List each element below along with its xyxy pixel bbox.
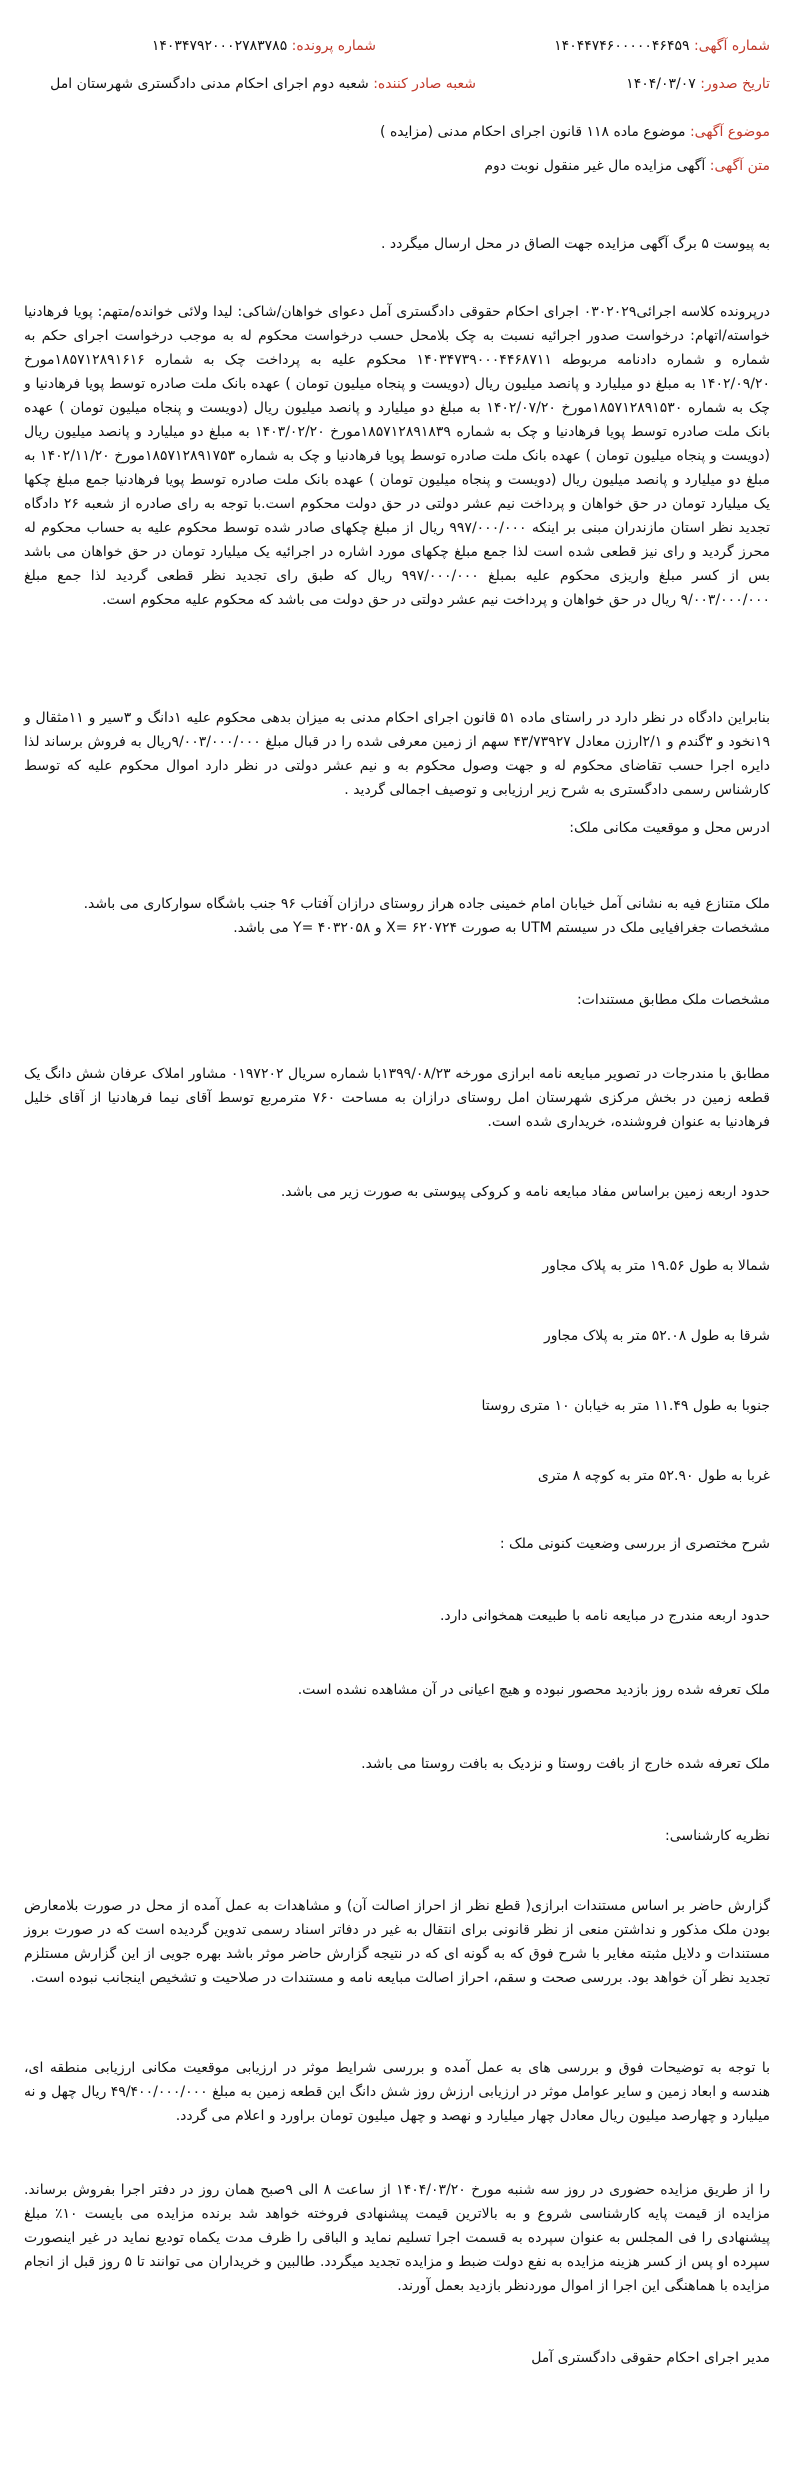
subject-row	[380, 124, 770, 140]
address-line-2: مشخصات جغرافیایی ملک در سیستم UTM به صورت ۶۲۰۷۲۴ =X و ۴۰۳۲۰۵۸ =Y می باشد.	[233, 920, 770, 936]
boundary-east: شرقا به طول ۵۲.۰۸ متر به پلاک مجاور	[543, 1328, 770, 1344]
sale-paragraph: بنابراین دادگاه در نظر دارد در راستای ماده ۵۱ قانون اجرای احکام مدنی به میزان بدهی محکوم علیه ۱دانگ و ۳سیر و ۱۱مثقال و ۱۹نخود و ۳گندم و ۲/۱ارزن معادل ۴۳/۷۳۹۲۷ سهم از زمین معرفی شده را در قبال مبلغ ۹/۰۰۳/۰۰۰/۰۰۰ریال به فروش برساند لذا دایره اجرا حسب تقاضای محکوم له و جهت وصول محکوم به و نیم عشر دولتی در نظر دارد اموال محکوم علیه که توسط کارشناس رسمی دادگستری به شرح زیر ارزیابی و توصیف اجمالی گردید .	[24, 710, 770, 798]
subject-value: موضوع ماده ۱۱۸ قانون اجرای احکام مدنی (مزایده )	[380, 124, 686, 140]
ad-text-row	[484, 158, 770, 174]
ad-number: ۱۴۰۴۴۷۴۶۰۰۰۰۰۴۶۴۵۹	[554, 38, 690, 54]
expert-heading: نظریه کارشناسی:	[665, 1828, 770, 1844]
subject-label: موضوع آگهی:	[689, 124, 770, 140]
status-boundaries: حدود اربعه مندرج در مبایعه نامه با طبیعت همخوانی دارد.	[439, 1608, 770, 1624]
case-paragraph: درپرونده کلاسه اجرائی۰۳۰۲۰۲۹ اجرای احکام حقوقی دادگستری آمل دعوای خواهان/شاکی: لیدا ولائی خوانده/متهم: پویا فرهادنیا خواسته/اتهام: درخواست صدور اجرائیه نسبت به چک بلامحل حسب درخواست محکوم له به موجب درخواست اجرای حکم به شماره و شماره دادنامه مربوطه ۱۴۰۳۴۷۳۹۰۰۰۴۴۶۸۷۱۱ محکوم علیه به پرداخت چک به شماره ۱۸۵۷۱۲۸۹۱۶۱۶مورخ ۱۴۰۲/۰۹/۲۰ به مبلغ دو میلیارد و پانصد میلیون ریال (دویست و پنجاه میلیون تومان ) عهده بانک ملت صادره توسط پویا فرهادنیا و چک به شماره ۱۸۵۷۱۲۸۹۱۵۳۰مورخ ۱۴۰۲/۰۷/۲۰ به مبلغ دو میلیارد و پانصد میلیون ریال (دویست و پنجاه میلیون تومان ) عهده بانک ملت صادره توسط پویا فرهادنیا و چک به شماره ۱۸۵۷۱۲۸۹۱۸۳۹مورخ ۱۴۰۳/۰۲/۲۰ به مبلغ دو میلیارد و پانصد میلیون ریال (دویست و پنجاه میلیون تومان ) عهده بانک ملت صادره توسط پویا فرهادنیا و چک به شماره ۱۸۵۷۱۲۸۹۱۷۵۳مورخ ۱۴۰۲/۱۱/۲۰ به مبلغ دو میلیارد و پانصد میلیون ریال (دویست و پنجاه میلیون تومان ) عهده بانک ملت صادره توسط پویا فرهادنیا جمع مبلغ چکها یک میلیارد تومان در حق خواهان و پرداخت نیم عشر دولتی در حق دولت محکوم است.با توجه به رای صادره از شعبه ۲۶ دادگاه تجدید نظر استان مازندران مبنی بر اینکه ۹۹۷/۰۰۰/۰۰۰ ریال از مبلغ چکهای صادر شده توسط محکوم علیه به حساب محکوم له محرز گردید و رای نیز قطعی شده است لذا جمع مبلغ چکهای مورد اشاره در اجرائیه یک میلیارد تومان در حق خواهان می باشد بس از کسر مبلغ واریزی محکوم علیه بمبلغ ۹۹۷/۰۰۰/۰۰۰ ریال که طبق رای تجدید نظر قطعی گردید لذا جمع مبلغ ۹/۰۰۳/۰۰۰/۰۰۰ ریال در حق خواهان و پرداخت نیم عشر دولتی در حق دولت می باشد که محکوم علیه محکوم است.	[24, 304, 771, 608]
expert-paragraph-2: با توجه به توضیحات فوق و بررسی های به عمل آمده و بررسی شرایط موثر در ارزیابی موقعیت مکانی ارزیابی منطقه ای، هندسه و ابعاد زمین و سایر عوامل موثر در ارزیابی ارزش روز شش دانگ این قطعه زمین به مبلغ ۴۹/۴۰۰/۰۰۰/۰۰۰ ریال چهل و نه میلیارد و چهارصد میلیون ریال معادل چهار میلیارد و نهصد و چهل میلیون تومان براورد و اعلام می گردد.	[24, 2060, 770, 2124]
auction-paragraph: را از طریق مزایده حضوری در روز سه شنبه مورخ ۱۴۰۴/۰۳/۲۰ از ساعت ۸ الی ۹صبح همان روز در دفتر اجرا بفروش برساند. مزایده از قیمت پایه کارشناسی شروع و به بالاترین قیمت پیشنهادی فروخته خواهد شد برنده مزایده می بایست ۱۰٪ مبلغ پیشنهادی را فی المجلس به عنوان سپرده به قسمت اجرا تسلیم نماید و الباقی را ظرف مدت یکماه تودیع نماید در غیر اینصورت سپرده او پس از کسر هزینه مزایده به نفع دولت ضبط و مزایده تجدید میگردد. طالبین و خریداران می توانند تا ۵ روز قبل از انجام مزایده با هماهنگی این اجرا از اموال موردنظر بازدید بعمل آورند.	[24, 2182, 771, 2294]
case-number-label: شماره پرونده:	[291, 38, 376, 54]
signature: مدیر اجرای احکام حقوقی دادگستری آمل	[531, 2350, 770, 2366]
issuing-branch-row	[50, 76, 476, 92]
status-heading: شرح مختصری از بررسی وضعیت کنونی ملک :	[499, 1536, 770, 1552]
case-number: ۱۴۰۳۴۷۹۲۰۰۰۲۷۸۳۷۸۵	[151, 38, 288, 54]
issue-date-label: تاریخ صدور:	[700, 76, 770, 92]
specs-heading: مشخصات ملک مطابق مستندات:	[576, 992, 770, 1008]
ad-number-label: شماره آگهی:	[693, 38, 770, 54]
issuing-branch-label: شعبه صادر کننده:	[373, 76, 476, 92]
spec-boundaries-intro: حدود اربعه زمین براساس مفاد مبایعه نامه و کروکی پیوستی به صورت زیر می باشد.	[280, 1184, 770, 1200]
address-line-1: ملک متنازع فیه به نشانی آمل خیابان امام خمینی جاده هراز روستای درازان آفتاب ۹۶ جنب باشگاه سوارکاری می باشد.	[83, 896, 770, 912]
boundary-north: شمالا به طول ۱۹.۵۶ متر به پلاک مجاور	[542, 1258, 770, 1274]
ad-text-value: آگهی مزایده مال غیر منقول نوبت دوم	[484, 158, 706, 174]
expert-paragraph-1: گزارش حاضر بر اساس مستندات ابرازی( قطع نظر از احراز اصالت آن) و مشاهدات به عمل آمده از محل در صورت بلامعارض بودن ملک مذکور و نداشتن منعی از نظر قانونی برای انتقال به غیر در دفاتر اسناد رسمی تدوین گردیده است که در صورت بروز مستندات و دلایل مثبته مغایر با شرح فوق که به گونه ای که در نتیجه گزارش حاضر موثر باشد بهره جویی از این گزارش مستلزم تجدید نظر آن خواهد بود. بررسی صحت و سقم، احراز اصالت مبایعه نامه و مستندات در صلاحیت و تشخیص اینجانب نبوده است.	[24, 1898, 770, 1986]
issuing-branch: شعبه دوم اجرای احکام مدنی دادگستری شهرستان امل	[50, 76, 369, 92]
ad-text-label: متن آگهی:	[709, 158, 770, 174]
issue-date: ۱۴۰۴/۰۳/۰۷	[626, 76, 696, 92]
case-number-row	[152, 38, 376, 54]
address-heading: ادرس محل و موقعیت مکانی ملک:	[569, 820, 770, 836]
spec-deed: مطابق با مندرجات در تصویر مبایعه نامه ابرازی مورخه ۱۳۹۹/۰۸/۲۳با شماره سریال ۰۱۹۷۲۰۲ مشاور املاک عرفان شش دانگ یک قطعه زمین در بخش مرکزی شهرستان امل روستای درازان به مساحت ۷۶۰ مترمربع توسط آقای نیما فرهادنیا از آقای خلیل فرهادنیا به عنوان فروشنده، خریداری شده است.	[24, 1066, 770, 1130]
boundary-south: جنوبا به طول ۱۱.۴۹ متر به خیابان ۱۰ متری روستا	[481, 1398, 770, 1414]
status-not-fenced: ملک تعرفه شده روز بازدید محصور نبوده و هیچ اعیانی در آن مشاهده نشده است.	[297, 1682, 770, 1698]
attachment-note: به پیوست ۵ برگ آگهی مزایده جهت الصاق در محل ارسال میگردد .	[380, 236, 770, 252]
issue-date-row	[626, 76, 770, 92]
boundary-west: غربا به طول ۵۲.۹۰ متر به کوچه ۸ متری	[537, 1468, 770, 1484]
ad-number-row	[554, 38, 770, 54]
status-location: ملک تعرفه شده خارج از بافت روستا و نزدیک به بافت روستا می باشد.	[361, 1756, 770, 1772]
